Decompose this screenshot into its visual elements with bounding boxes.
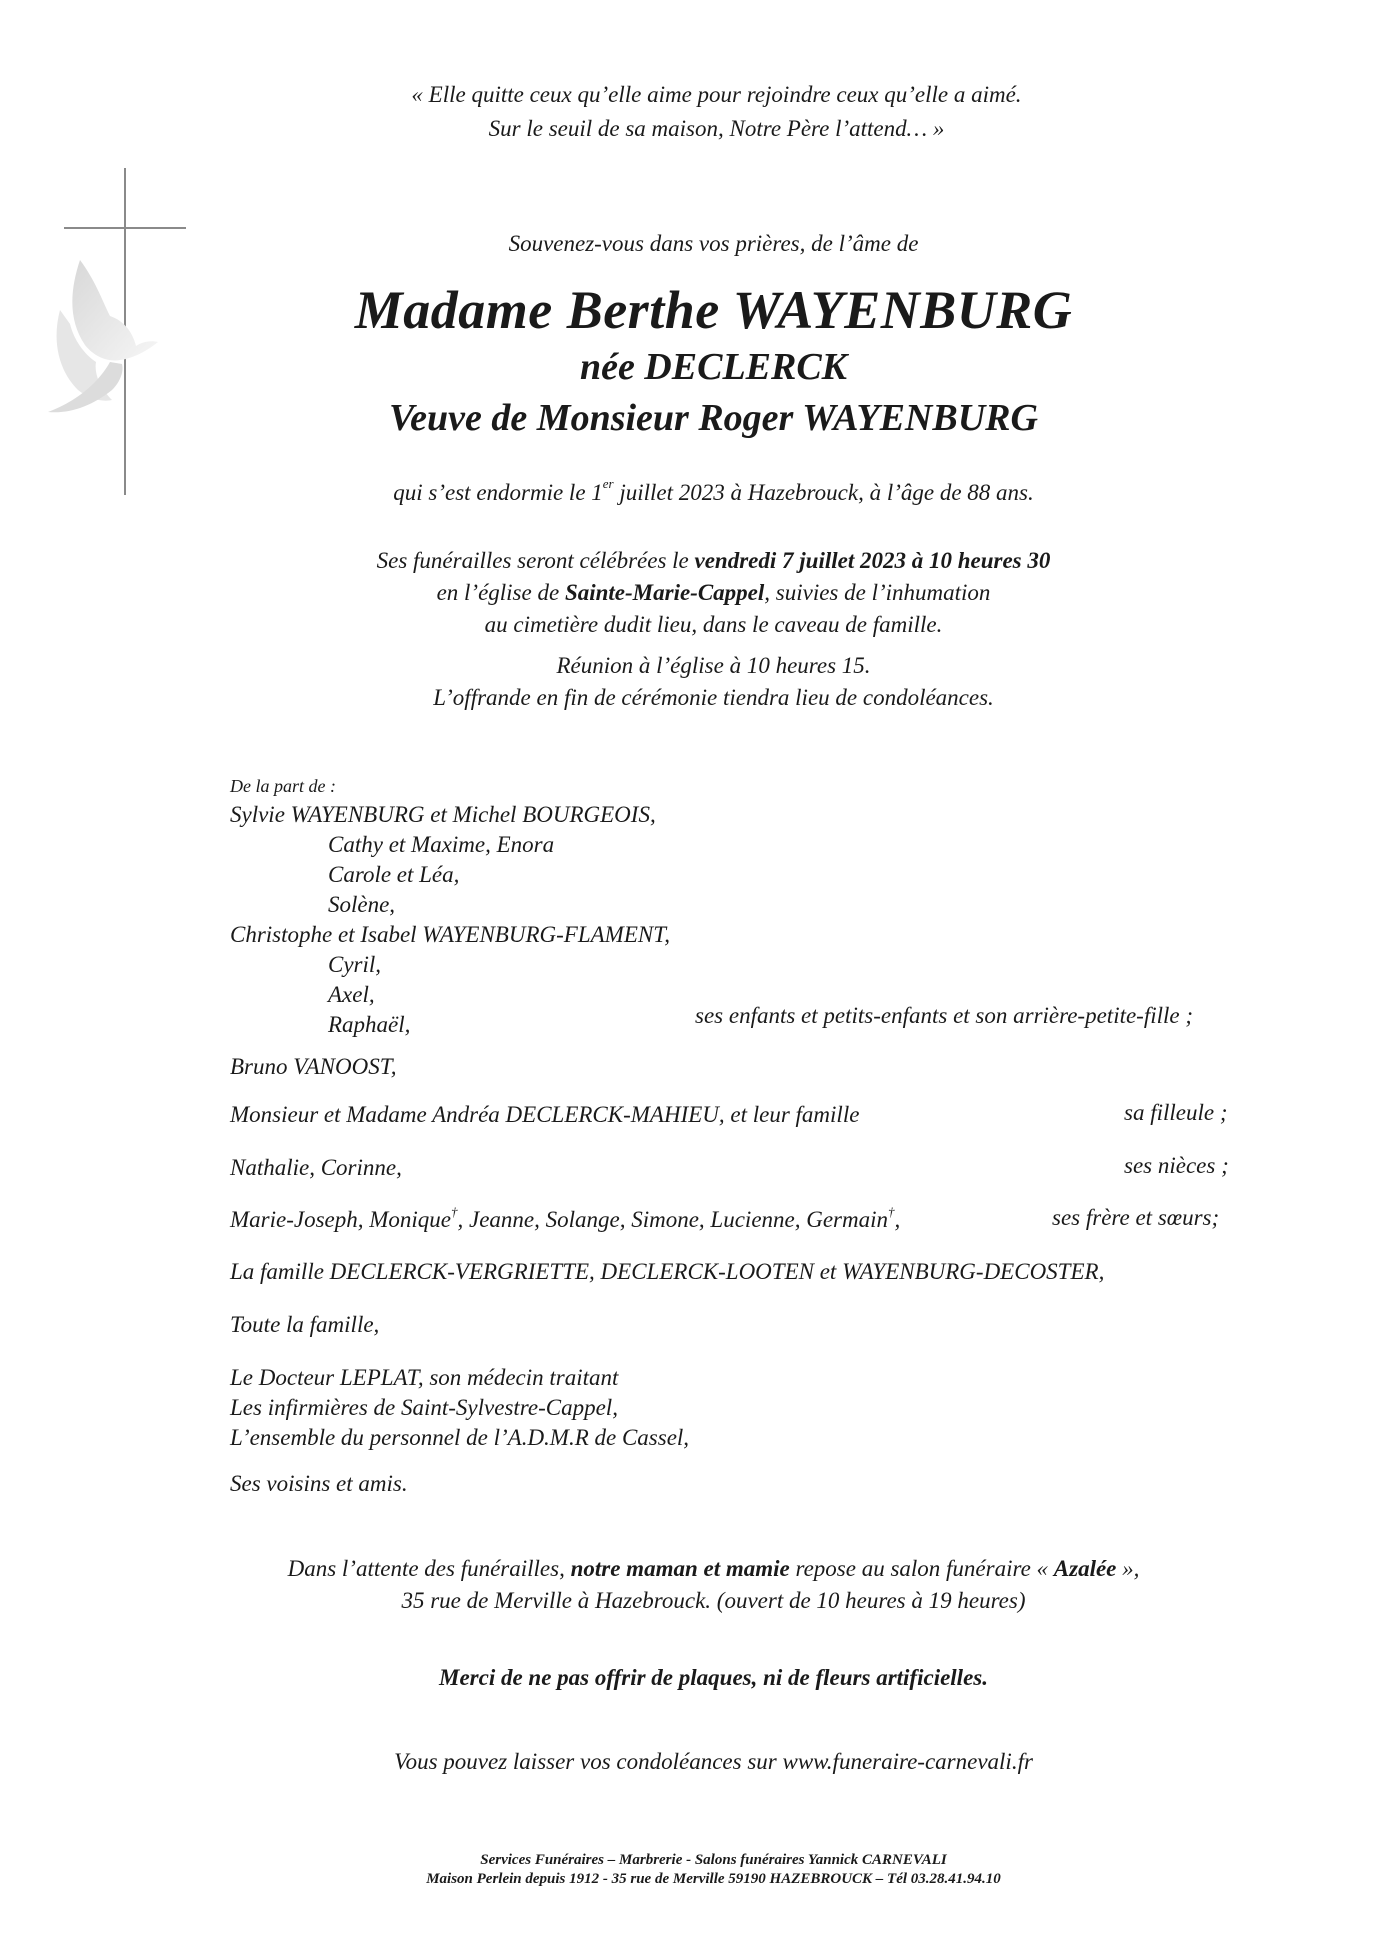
no-flowers-notice: Merci de ne pas offrir de plaques, ni de fleurs artificielles. bbox=[439, 1665, 988, 1690]
salon-name: Azalée bbox=[1053, 1556, 1117, 1581]
nieces-line: Nathalie, Corinne, bbox=[230, 1155, 402, 1180]
family-line: Raphaël, bbox=[328, 1012, 411, 1037]
family-line: Solène, bbox=[328, 892, 396, 917]
footer-line-2: Maison Perlein depuis 1912 - 35 rue de Merville 59190 HAZEBROUCK – Tél 03.28.41.94.10 bbox=[426, 1871, 1001, 1887]
rest-info bbox=[0, 1553, 1377, 1617]
family-line: Axel, bbox=[328, 982, 375, 1007]
siblings-note: ses frère et sœurs; bbox=[1052, 1205, 1220, 1230]
funeral-church: Sainte-Marie-Cappel bbox=[564, 580, 765, 605]
condolences-line: Vous pouvez laisser vos condoléances sur www.funeraire-carnevali.fr bbox=[394, 1749, 1033, 1774]
deceased-mark: † bbox=[451, 1204, 458, 1219]
death-text-post: juillet 2023 à Hazebrouck, à l’âge de 88 ans. bbox=[613, 480, 1034, 505]
death-text-pre: qui s’est endormie le 1 bbox=[393, 480, 603, 505]
care-list bbox=[230, 1363, 689, 1453]
from-label: De la part de : bbox=[230, 776, 336, 796]
goddaughter-note: sa filleule ; bbox=[1124, 1100, 1228, 1125]
family-block-note: ses enfants et petits-enfants et son arrière-petite-fille ; bbox=[695, 1003, 1194, 1028]
rest-line-2: 35 rue de Merville à Hazebrouck. (ouvert de 10 heures à 19 heures) bbox=[401, 1588, 1026, 1613]
siblings-part-b: , Jeanne, Solange, Simone, Lucienne, Germain bbox=[457, 1207, 889, 1232]
widow-of: Veuve de Monsieur Roger WAYENBURG bbox=[389, 397, 1038, 439]
reunion-info bbox=[0, 650, 1377, 714]
siblings-part-a: Marie-Joseph, Monique bbox=[230, 1207, 451, 1232]
funeral-line-2 bbox=[50, 577, 1377, 609]
maiden-name: née DECLERCK bbox=[579, 346, 848, 388]
declerck-mahieu-line: Monsieur et Madame Andréa DECLERCK-MAHIEU, et leur famille bbox=[230, 1102, 860, 1127]
reunion-line-1: Réunion à l’église à 10 heures 15. bbox=[556, 653, 871, 678]
families-line: La famille DECLERCK-VERGRIETTE, DECLERCK-LOOTEN et WAYENBURG-DECOSTER, bbox=[230, 1259, 1105, 1284]
siblings-part-c: , bbox=[894, 1207, 901, 1232]
family-line: Christophe et Isabel WAYENBURG-FLAMENT, bbox=[230, 922, 671, 947]
funeral-line-1 bbox=[50, 545, 1377, 577]
intro-text: Souvenez-vous dans vos prières, de l’âme de bbox=[508, 231, 919, 256]
opening-quote bbox=[0, 78, 1377, 146]
footer bbox=[0, 1851, 1377, 1889]
all-family-line: Toute la famille, bbox=[230, 1312, 380, 1337]
rest-l1-bold: notre maman et mamie bbox=[570, 1556, 790, 1581]
reunion-line-2: L’offrande en fin de cérémonie tiendra lieu de condoléances. bbox=[433, 685, 994, 710]
rest-l1-mid: repose au salon funéraire « bbox=[789, 1556, 1054, 1581]
footer-line-1: Services Funéraires – Marbrerie - Salons funéraires Yannick CARNEVALI bbox=[480, 1852, 947, 1868]
funeral-l2-text: en l’église de bbox=[436, 580, 565, 605]
funeral-l2-post: , suivies de l’inhumation bbox=[764, 580, 991, 605]
family-line: Carole et Léa, bbox=[328, 862, 460, 887]
rest-l1-pre: Dans l’attente des funérailles, bbox=[287, 1556, 571, 1581]
quote-line-1: « Elle quitte ceux qu’elle aime pour rejoindre ceux qu’elle a aimé. bbox=[411, 82, 1022, 107]
family-line: Cathy et Maxime, Enora bbox=[328, 832, 555, 857]
funeral-l1-text: Ses funérailles seront célébrées le bbox=[376, 548, 695, 573]
family-list bbox=[230, 800, 670, 1040]
death-announcement bbox=[0, 477, 1377, 509]
family-line: Cyril, bbox=[328, 952, 382, 977]
funeral-date: vendredi 7 juillet 2023 à 10 heures 30 bbox=[694, 548, 1051, 573]
rest-line-1 bbox=[50, 1553, 1377, 1585]
funeral-info bbox=[0, 545, 1377, 641]
funeral-line-3: au cimetière dudit lieu, dans le caveau de famille. bbox=[484, 612, 943, 637]
staff-line: L’ensemble du personnel de l’A.D.M.R de Cassel, bbox=[230, 1425, 690, 1450]
bruno-line: Bruno VANOOST, bbox=[230, 1054, 397, 1079]
doctor-line: Le Docteur LEPLAT, son médecin traitant bbox=[230, 1365, 619, 1390]
death-text-sup: er bbox=[602, 476, 614, 491]
nieces-note: ses nièces ; bbox=[1124, 1153, 1229, 1178]
family-line: Sylvie WAYENBURG et Michel BOURGEOIS, bbox=[230, 802, 656, 827]
neighbors-line: Ses voisins et amis. bbox=[230, 1471, 408, 1496]
deceased-mark: † bbox=[888, 1204, 895, 1219]
siblings-line bbox=[230, 1205, 900, 1235]
nurses-line: Les infirmières de Saint-Sylvestre-Cappel, bbox=[230, 1395, 618, 1420]
deceased-name: Madame Berthe WAYENBURG bbox=[354, 280, 1073, 340]
quote-line-2: Sur le seuil de sa maison, Notre Père l’attend… » bbox=[488, 116, 945, 141]
rest-l1-post: », bbox=[1116, 1556, 1140, 1581]
